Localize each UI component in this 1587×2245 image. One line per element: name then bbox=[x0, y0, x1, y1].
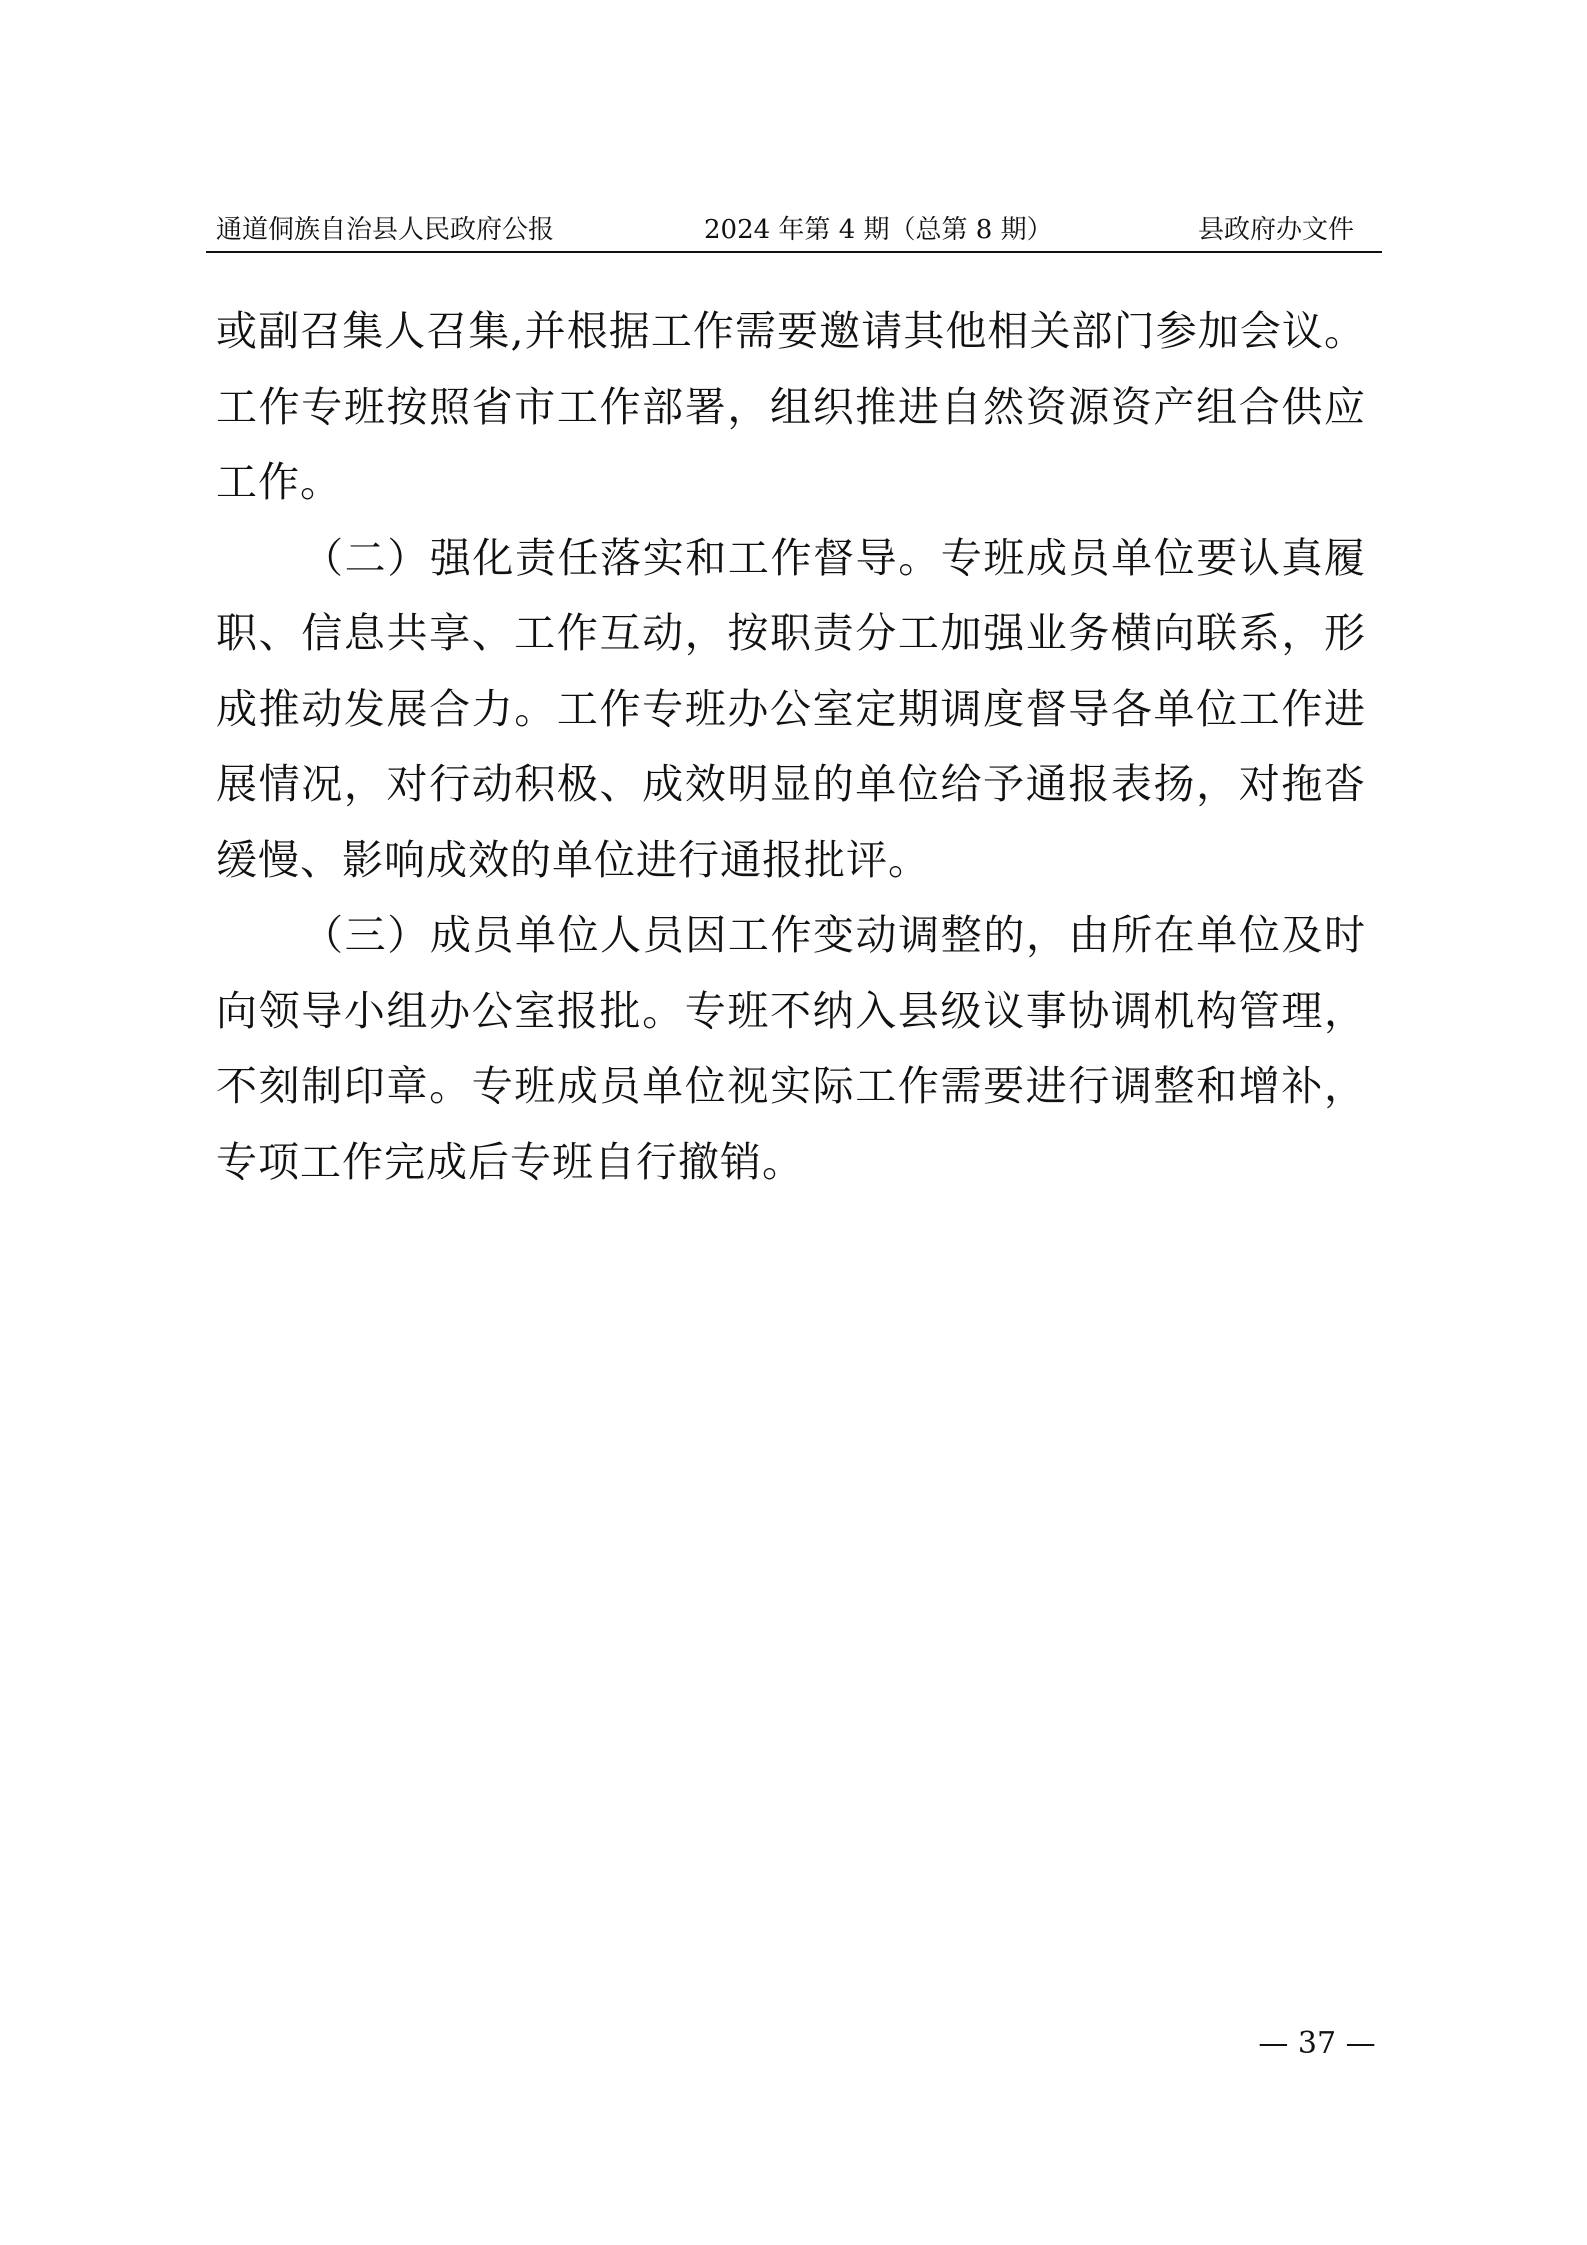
paragraph-section-three: （三）成员单位人员因工作变动调整的，由所在单位及时向领导小组办公室报批。专班不纳入县级议事协调机构管理，不刻制印章。专班成员单位视实际工作需要进行调整和增补，专项工作完成后专班自行撤销。 bbox=[216, 911, 1366, 1186]
page-header bbox=[206, 210, 1382, 250]
header-issue-number: 2024 年第 4 期（总第 8 期） bbox=[704, 215, 1053, 245]
paragraph-continuation: 或副召集人召集,并根据工作需要邀请其他相关部门参加会议。工作专班按照省市工作部署，组织推进自然资源资产组合供应工作。 bbox=[216, 307, 1366, 506]
header-publication-title: 通道侗族自治县人民政府公报 bbox=[216, 215, 555, 245]
document-body bbox=[216, 294, 1366, 1200]
paragraph-section-two: （二）强化责任落实和工作督导。专班成员单位要认真履职、信息共享、工作互动，按职责分工加强业务横向联系，形成推动发展合力。工作专班办公室定期调度督导各单位工作进展情况，对行动积极、成效明显的单位给予通报表扬，对拖沓缓慢、影响成效的单位进行通报批评。 bbox=[216, 533, 1366, 884]
header-divider bbox=[206, 251, 1382, 253]
header-section-title: 县政府办文件 bbox=[1197, 215, 1354, 245]
page-number: — 37 — bbox=[1258, 2026, 1376, 2061]
